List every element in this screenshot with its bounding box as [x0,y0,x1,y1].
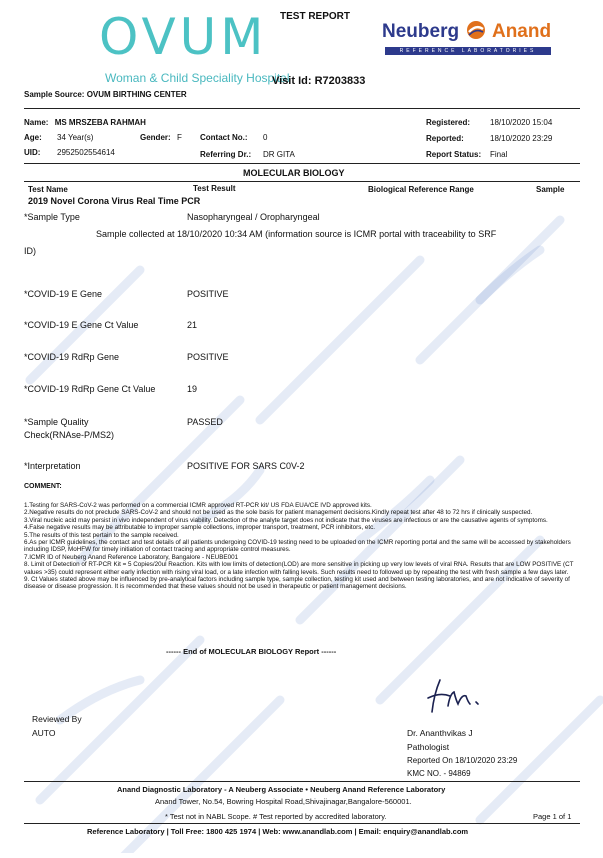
kmc-no: KMC NO. - 94869 [407,769,471,778]
referring-label: Referring Dr.: [200,150,252,159]
footer-contact: Reference Laboratory | Toll Free: 1800 425 1974 | Web: www.anandlab.com | Email: enquiry@anandlab.com [87,827,469,836]
hospital-name: Woman & Child Speciality Hospital [105,71,290,85]
lab-tagline: REFERENCE LABORATORIES [385,47,551,55]
comment-title: COMMENT: [24,483,62,490]
comment-item: 6.As per ICMR guidelines, the contact and test details of all patients undergoing COVID-19 testing need to be uploaded on the ICMR reporting portal and the same will be accessed by stakeholders including IDSP, MoHFW for timely initiation of contact tracing and appropriate control measures. [24,539,571,554]
registered-label: Registered: [426,118,471,127]
patient-divider [24,163,580,164]
end-of-report: ------ End of MOLECULAR BIOLOGY Report ------ [166,647,337,656]
test-title: 2019 Novel Corona Virus Real Time PCR [28,196,201,206]
doctor-title: Pathologist [407,742,450,752]
uid-label: UID: [24,148,41,157]
contact-value: 0 [263,133,268,142]
status-label: Report Status: [426,150,482,159]
footer-line2: Anand Tower, No.54, Bowring Hospital Road,Shivajinagar,Bangalore-560001. [155,797,412,806]
anand-brand-text: Anand [491,21,552,42]
ovum-logo: OVUM [99,8,268,66]
result-name: *COVID-19 E Gene Ct Value [24,320,139,330]
report-title: TEST REPORT [280,11,351,22]
reported-value: 18/10/2020 23:29 [490,134,553,143]
visit-id: Visit Id: R7203833 [272,75,366,87]
patient-name-row: Name: MS MRSZEBA RAHMAH [24,118,146,127]
comment-item: 8. Limit of Detection of RT-PCR Kit = 5 Copies/20ul Reaction. Kits with low limits of detection(LOD) are more sensitive in picking up very low levels of viral RNA. Results that are LOW POSITIVE (CT values >35) could represent either early infection with rising viral load, or a late infection with falling levels. Such results need to followed up by repeating the test with fresh sample a few days later. [24,561,574,576]
neuberg-logo [382,20,551,43]
comment-item: 5.The results of this test pertain to the sample received. [24,531,179,539]
age-value: 34 Year(s) [57,133,94,142]
comment-item: 2.Negative results do not preclude SARS-CoV-2 and should not be used as the sole basis for patient management decisions.Kindly repeat test after 48 to 72 hrs if clinically suspected. [24,509,533,517]
gender-label: Gender: [140,133,171,142]
comment-list [24,502,579,591]
section-divider [24,181,580,182]
result-value: PASSED [187,417,223,427]
col-test-result: Test Result [193,184,236,193]
comment-item: 7.ICMR ID of Neuberg Anand Reference Laboratory, Bangalore - NEUBE001 [24,553,239,561]
contact-label: Contact No.: [200,133,248,142]
comment-item: 1.Testing for SARS-CoV-2 was performed on a commercial ICMR approved RT-PCR kit/ US FDA EUA/CE IVD approved kits. [24,502,372,509]
gender-value: F [177,133,182,142]
sample-type-value: Nasopharyngeal / Oropharyngeal [187,212,320,222]
sample-note-line2: ID) [24,246,36,256]
result-name: *Sample Quality [24,417,89,427]
patient-name: MS MRSZEBA RAHMAH [54,118,146,127]
comment-item: 3.Viral nucleic acid may persist in vivo independent of virus viability. Detection of the analyte target does not indicate that the viruses are infectious or are the causative agents of symptoms. [24,516,548,524]
signature-icon [420,672,490,718]
page-number: Page 1 of 1 [533,812,572,821]
doctor-name: Dr. Ananthvikas J [407,728,473,738]
comment-item: 9. Ct Values stated above may be influenced by pre-analytical factors including sample type, sample collection, testing kit used and between testing laboratories, and are not indicative of severity of disease or disease progression. It is recommended that these values should not be used in therapeutic or patient management decisions. [24,576,570,591]
status-value: Final [490,150,508,159]
col-test-name: Test Name [28,185,68,194]
sample-source: Sample Source: OVUM BIRTHING CENTER [24,90,187,99]
neuberg-swirl-icon [466,20,486,40]
result-name-cont: Check(RNAse-P/MS2) [24,430,115,440]
neuberg-brand-text: Neuberg [382,21,460,42]
col-sample: Sample [536,185,565,194]
uid-value: 2952502554614 [57,148,115,157]
result-name: *Interpretation [24,461,81,471]
footer-line3: * Test not in NABL Scope. # Test reported by accredited laboratory. [165,812,387,821]
reported-on: Reported On 18/10/2020 23:29 [407,756,518,765]
comment-item: 4.False negative results may be attributable to improper sample collections, improper transport, treatment, PCR inhibitors, etc. [24,524,376,532]
col-reference-range: Biological Reference Range [368,185,474,194]
reviewed-by-label: Reviewed By [32,714,82,724]
section-title: MOLECULAR BIOLOGY [243,168,345,178]
result-value: POSITIVE FOR SARS C0V-2 [187,461,305,471]
registered-value: 18/10/2020 15:04 [490,118,553,127]
reviewed-by-value: AUTO [32,728,56,738]
result-value: POSITIVE [187,352,229,362]
referring-value: DR GITA [263,150,295,159]
result-name: *COVID-19 RdRp Gene [24,352,120,362]
result-value: 19 [187,384,198,394]
sample-type-label: *Sample Type [24,212,80,222]
footer-divider-2 [24,823,580,824]
footer-line1: Anand Diagnostic Laboratory - A Neuberg Associate • Neuberg Anand Reference Laboratory [117,785,446,794]
reported-label: Reported: [426,134,464,143]
sample-note-line1: Sample collected at 18/10/2020 10:34 AM (information source is ICMR portal with traceability to SRF [96,229,497,239]
result-name: *COVID-19 RdRp Gene Ct Value [24,384,156,394]
result-value: 21 [187,320,198,330]
age-label: Age: [24,133,42,142]
header-divider [24,108,580,109]
footer-divider [24,781,580,782]
result-value: POSITIVE [187,289,229,299]
result-name: *COVID-19 E Gene [24,289,103,299]
